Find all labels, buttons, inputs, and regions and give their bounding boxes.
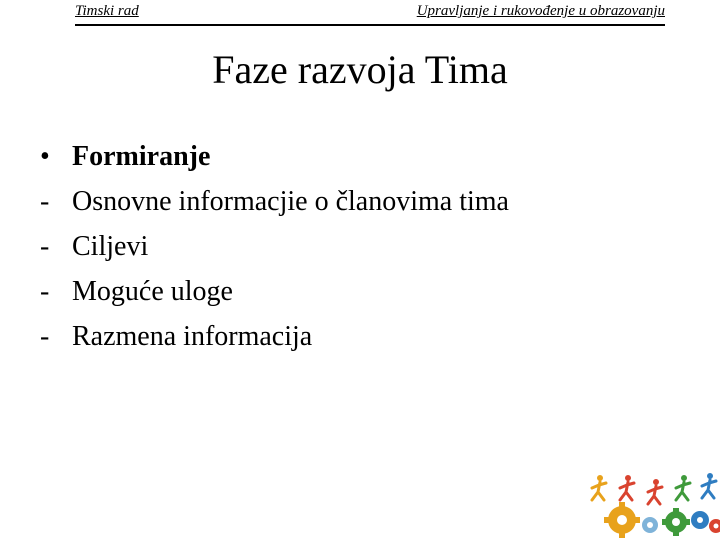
list-item <box>40 179 509 224</box>
list-item-text: Osnovne informacjie o članovima tima <box>72 186 509 217</box>
gear-icon <box>691 511 709 529</box>
gear-icon <box>709 519 720 533</box>
list-item-text: Ciljevi <box>72 231 149 262</box>
dash-marker: - <box>40 186 50 217</box>
list-item <box>40 314 509 359</box>
slide-title: Faze razvoja Tima <box>212 47 508 92</box>
list-item <box>40 269 509 314</box>
list-item <box>40 134 509 179</box>
bullet-list <box>40 134 509 359</box>
gear-icon <box>642 517 658 533</box>
list-item-text: Formiranje <box>72 141 211 172</box>
dash-marker: - <box>40 321 50 352</box>
dash-marker: - <box>40 276 50 307</box>
bullet-marker: • <box>40 141 50 172</box>
teamwork-gears-logo-icon <box>588 470 720 538</box>
gear-icon <box>604 502 640 538</box>
header-left-text: Timski rad <box>75 3 139 19</box>
list-item-text: Moguće uloge <box>72 276 233 307</box>
runner-figures-icon <box>592 473 716 504</box>
gear-icon <box>662 508 690 536</box>
header-right-text: Upravljanje i rukovođenje u obrazovanju <box>416 3 665 19</box>
dash-marker: - <box>40 231 50 262</box>
list-item-text: Razmena informacija <box>72 321 313 352</box>
slide-header <box>75 0 665 26</box>
list-item <box>40 224 509 269</box>
